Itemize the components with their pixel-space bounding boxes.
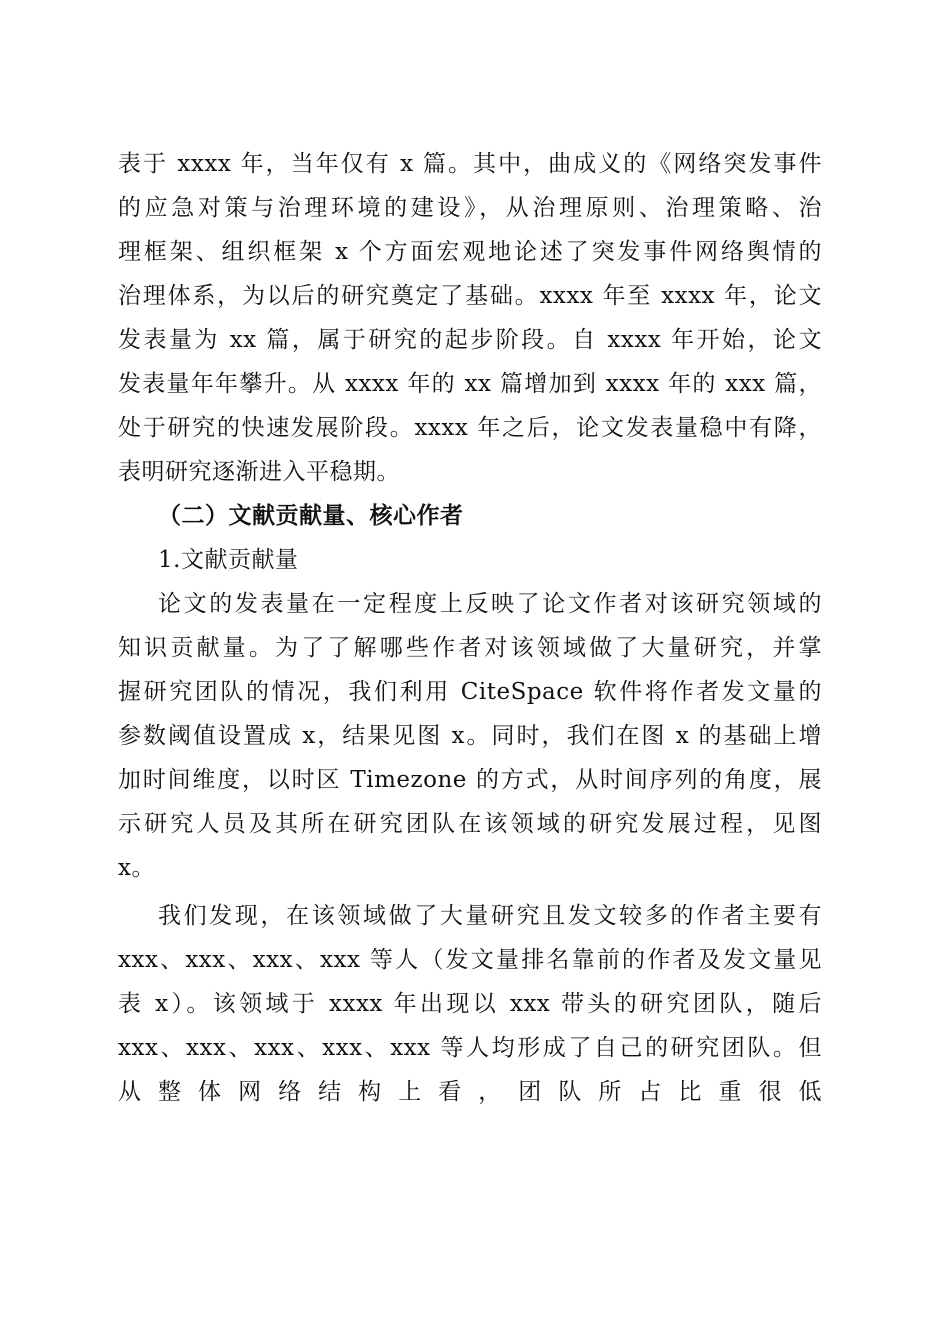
paragraph-line: 发表量年年攀升。从 xxxx 年的 xx 篇增加到 xxxx 年的 xxx 篇，	[118, 371, 822, 397]
paragraph-line: 处于研究的快速发展阶段。xxxx 年之后，论文发表量稳中有降，	[118, 415, 822, 441]
paragraph-line: 加时间维度，以时区 Timezone 的方式，从时间序列的角度，展	[118, 767, 822, 793]
paragraph-line: 我们发现，在该领域做了大量研究且发文较多的作者主要有	[158, 903, 822, 929]
subsection-heading: 1.文献贡献量	[158, 547, 299, 573]
paragraph-line: 论文的发表量在一定程度上反映了论文作者对该研究领域的	[158, 591, 822, 617]
paragraph-line: 知识贡献量。为了了解哪些作者对该领域做了大量研究，并掌	[118, 635, 822, 661]
paragraph-line: 握研究团队的情况，我们利用 CiteSpace 软件将作者发文量的	[118, 679, 822, 705]
paragraph-line: 理框架、组织框架 x 个方面宏观地论述了突发事件网络舆情的	[118, 239, 822, 265]
paragraph-line: 治理体系，为以后的研究奠定了基础。xxxx 年至 xxxx 年，论文	[118, 283, 822, 309]
paragraph-line: x。	[118, 855, 155, 881]
paragraph-line: 表 x）。该领域于 xxxx 年出现以 xxx 带头的研究团队，随后	[118, 991, 822, 1017]
paragraph-line: 示研究人员及其所在研究团队在该领域的研究发展过程，见图	[118, 811, 822, 837]
paragraph-line: 表于 xxxx 年，当年仅有 x 篇。其中，曲成义的《网络突发事件	[118, 151, 822, 177]
paragraph-line: xxx、xxx、xxx、xxx、xxx 等人均形成了自己的研究团队。但	[118, 1035, 822, 1061]
paragraph-line: xxx、xxx、xxx、xxx 等人（发文量排名靠前的作者及发文量见	[118, 947, 822, 973]
paragraph-line: 的应急对策与治理环境的建设》，从治理原则、治理策略、治	[118, 195, 822, 221]
paragraph-line: 参数阈值设置成 x，结果见图 x。同时，我们在图 x 的基础上增	[118, 723, 822, 749]
section-heading: （二）文献贡献量、核心作者	[158, 502, 464, 529]
paragraph-line: 表明研究逐渐进入平稳期。	[118, 459, 400, 485]
paragraph-line: 从 整 体 网 络 结 构 上 看 ， 团 队 所 占 比 重 很 低	[118, 1079, 822, 1105]
paragraph-line: 发表量为 xx 篇，属于研究的起步阶段。自 xxxx 年开始，论文	[118, 327, 822, 353]
